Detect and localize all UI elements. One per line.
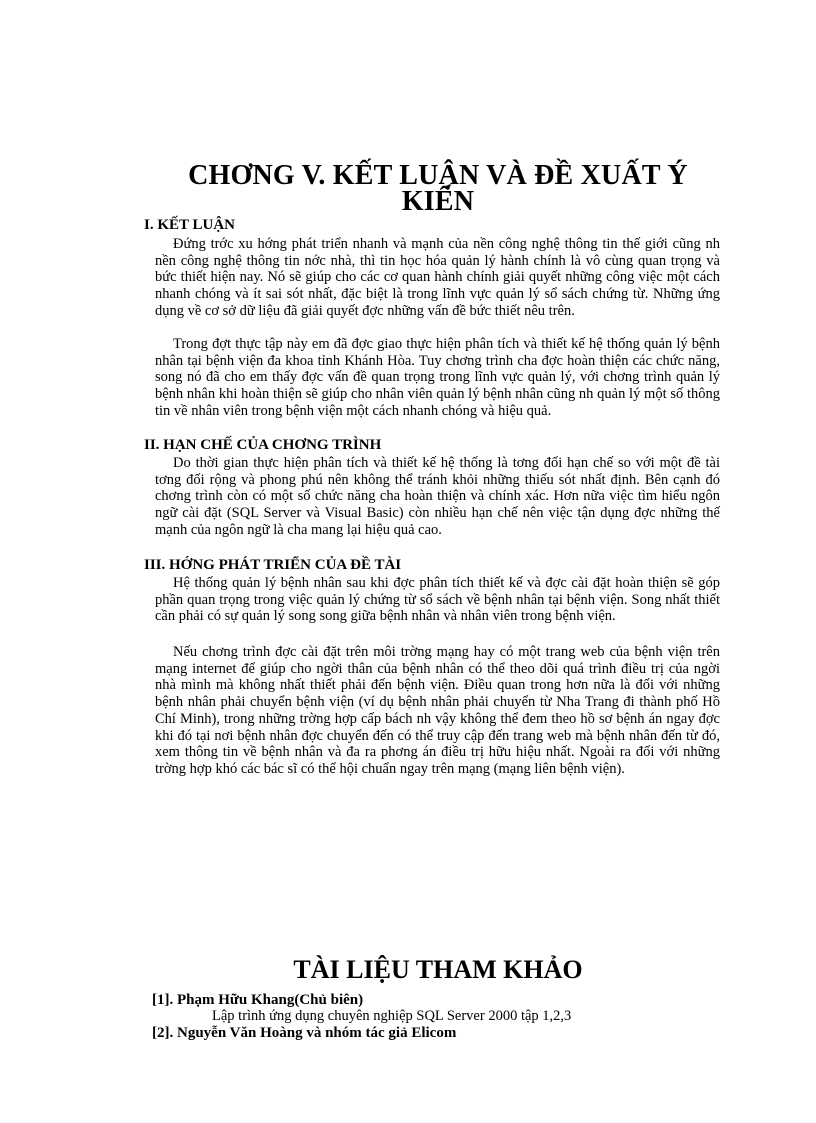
references-title: TÀI LIỆU THAM KHẢO [293,955,583,984]
chapter-title: CHƠNG V. KẾT LUẬN VÀ ĐỀ XUẤT Ý KIẾN [188,160,688,217]
paragraph-conclusion-2: Trong đợt thực tập này em đã đợc giao thực hiện phân tích và thiết kế hệ thống quản lý bệnh nhân tại bệnh viện đa khoa tỉnh Khánh Hòa. Tuy chơng trình cha đợc hoàn thiện các chức năng, song nó đã cho em thấy đợc vấn đề quan trọng trong lĩnh vực quản lý, với chơng trình quản lý bệnh nhân khi hoàn thiện sẽ giúp cho nhân viên quản lý bệnh nhân cũng nh quản lý một số thông tin về nhân viên trong bệnh viện một cách nhanh chóng và hiệu quả. [155,336,720,419]
section-heading-limitations: II. HẠN CHẾ CỦA CHƠNG TRÌNH [144,437,382,453]
section-heading-conclusion: I. KẾT LUẬN [144,217,235,233]
reference-author-1: [1]. Phạm Hữu Khang(Chủ biên) [152,992,364,1008]
section-heading-development: III. HỚNG PHÁT TRIỂN CỦA ĐỀ TÀI [144,557,402,573]
paragraph-limitations-1: Do thời gian thực hiện phân tích và thiết kế hệ thống là tơng đối hạn chế so với một đề tài tơng đối rộng và phong phú nên không thể tránh khỏi những thiếu sót nhất định. Bên cạnh đó chơng trình còn có một số chức năng cha hoàn thiện và chính xác. Hơn nữa việc tìm hiểu ngôn ngữ cài đặt (SQL Server và Visual Basic) còn nhiều hạn chế nên việc tận dụng đợc những thế mạnh của ngôn ngữ là cha mang lại hiệu quả cao. [155,455,720,538]
reference-author-2: [2]. Nguyễn Văn Hoàng và nhóm tác giả Elicom [152,1025,457,1041]
paragraph-conclusion-1: Đứng trớc xu hớng phát triển nhanh và mạnh của nền công nghệ thông tin thế giới cũng nh nền công nghệ thông tin nớc nhà, thì tin học hóa quản lý hành chính là vô cùng quan trọng và bức thiết hiện nay. Nó sẽ giúp cho các cơ quan hành chính giải quyết những công việc một cách nhanh chóng và ít sai sót nhất, đặc biệt là trong lĩnh vực quản lý sổ sách chứng từ. Những ứng dụng về cơ sở dữ liệu đã giải quyết đợc những vấn đề bức thiết nêu trên. [155,236,720,319]
paragraph-development-1: Hệ thống quản lý bệnh nhân sau khi đợc phân tích thiết kế và đợc cài đặt hoàn thiện sẽ góp phần quan trọng trong việc quản lý chứng từ sổ sách về bệnh nhân tại bệnh viện. Song nhất thiết cần phải có sự quản lý song song giữa bệnh nhân và nhân viên trong bệnh viện. [155,575,720,625]
paragraph-development-2: Nếu chơng trình đợc cài đặt trên môi trờng mạng hay có một trang web của bệnh viện trên mạng internet để giúp cho ngời thân của bệnh nhân có thể theo dõi quá trình điều trị của ngời nhà mình mà không nhất thiết phải đến bệnh viện. Điều quan trong hơn nữa là đối với những bệnh nhân phải chuyển bệnh viện (ví dụ bệnh nhân phải chuyển từ Nha Trang đi thành phố Hồ Chí Minh), trong những trờng hợp cấp bách nh vậy không thể đem theo hồ sơ bệnh án ngay đợc khi đó tại nơi bệnh nhân đợc chuyển đến có thể truy cập đến trang web mà bệnh nhân đến từ đó, xem thông tin về bệnh nhân và đa ra phơng án điều trị hữu hiệu nhất. Ngoài ra đối với những trờng hợp khó các bác sĩ có thể hội chuẩn ngay trên mạng (mạng liên bệnh viện). [155,644,720,777]
reference-detail-1: Lập trình ứng dụng chuyên nghiệp SQL Server 2000 tập 1,2,3 [212,1008,572,1024]
